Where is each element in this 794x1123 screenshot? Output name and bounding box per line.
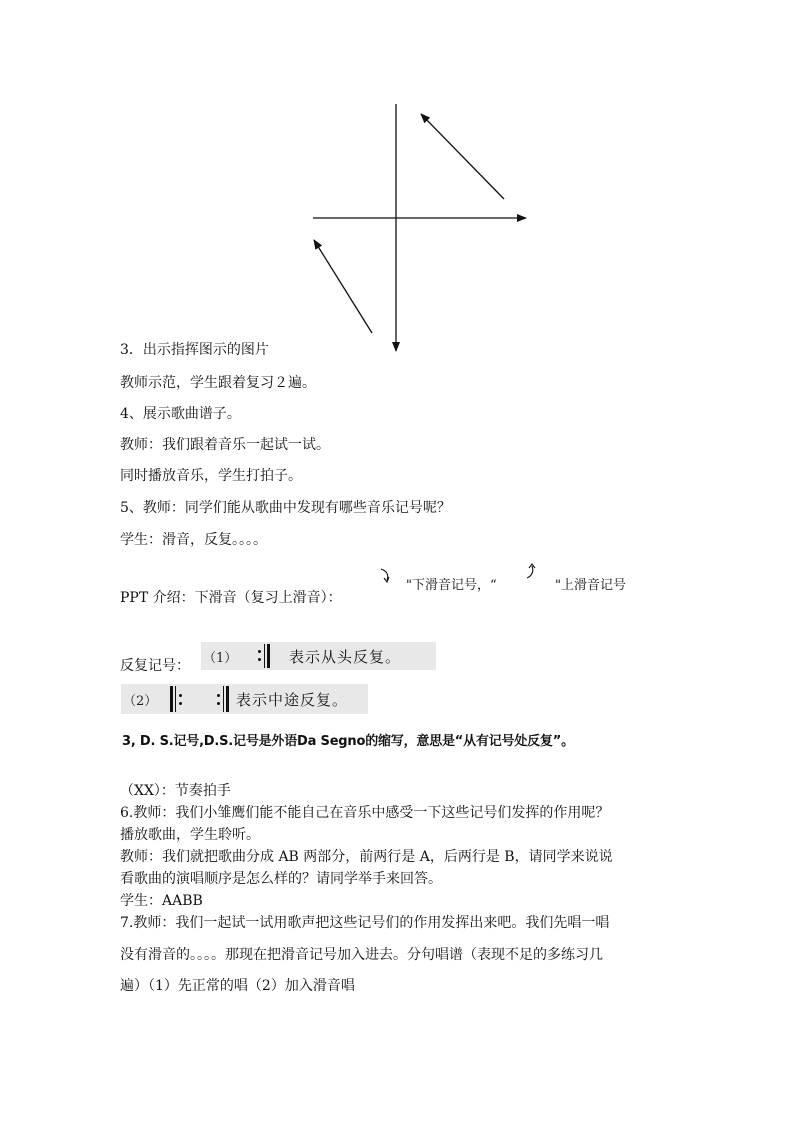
conducting-diagram [0,0,794,370]
step-5-line: 5、教师：同学们能从歌曲中发现有哪些音乐记号呢？ [120,500,451,516]
ppt-intro-line: PPT 介绍：下滑音（复习上滑音）： [120,590,342,606]
step-7-line: 7.教师：我们一起试一试用歌声把这些记号们的作用发挥出来吧。我们先唱一唱 [120,915,610,931]
play-song-line: 播放歌曲，学生聆听。 [120,827,260,843]
repeat-1-label: （1） [203,651,238,666]
repeat-1-thick-bar [267,644,270,668]
repeat-2-thin-bar-right [223,686,224,712]
repeat-2-thick-bar-left [170,686,173,712]
ab-division-line: 教师：我们就把歌曲分成 AB 两部分，前两行是 A，后两行是 B，请同学来说说 [120,849,613,865]
repeat-2-dot-b [179,702,182,705]
diagram-arrow-lower [314,240,372,333]
repeat-2-thin-bar-left [175,686,176,712]
student-aabb-line: 学生：AABB [120,893,203,909]
repeat-2-dot-c [217,694,220,697]
ds-explanation-line: 3, D. S.记号,D.S.记号是外语Da Segno的缩写，意思是“从有记号处反复”。 [122,734,574,749]
repeat-2-label: （2） [123,694,158,709]
step-7-final-line: 遍）（1）先正常的唱（2）加入滑音唱 [120,978,355,994]
repeat-1-text: 表示从头反复。 [289,648,402,666]
repeat-1-dot-b [258,658,261,661]
step-4-line: 4、展示歌曲谱子。 [120,406,241,422]
repeat-middle-image [121,684,368,714]
repeat-from-start-image [201,642,436,670]
play-music-line: 同时播放音乐，学生打拍子。 [120,468,302,484]
repeat-2-thick-bar-right [226,686,229,712]
up-glissando-label: "上滑音记号 [555,578,626,593]
up-glissando-icon [523,562,539,582]
repeat-2-dot-a [179,694,182,697]
student-answer-line: 学生：滑音，反复。。。。 [120,532,267,548]
repeat-1-dot-a [258,650,261,653]
singing-order-line: 看歌曲的演唱顺序是怎么样的？请同学举手来回答。 [120,871,442,887]
diagram-arrow-upper [421,114,504,199]
repeat-sign-label: 反复记号： [120,658,190,674]
step-3-line: 3．出示指挥图示的图片 [120,342,269,358]
down-glissando-label: "下滑音记号，“ [406,578,497,593]
step-6-line: 6.教师：我们小雏鹰们能不能自己在音乐中感受一下这些记号们发挥的作用呢？ [120,805,610,821]
down-glissando-icon [378,566,394,586]
step-7-continuation-line: 没有滑音的。。。。那现在把滑音记号加入进去。分句唱谱（表现不足的多练习几 [120,947,603,963]
repeat-2-text: 表示中途反复。 [236,691,349,709]
repeat-1-thin-bar [264,644,265,668]
teacher-try-line: 教师：我们跟着音乐一起试一试。 [120,437,330,453]
teacher-demo-line: 教师示范，学生跟着复习２遍。 [120,375,316,391]
rhythm-clap-line: （XX）：节奏拍手 [120,783,231,799]
repeat-2-dot-d [217,702,220,705]
